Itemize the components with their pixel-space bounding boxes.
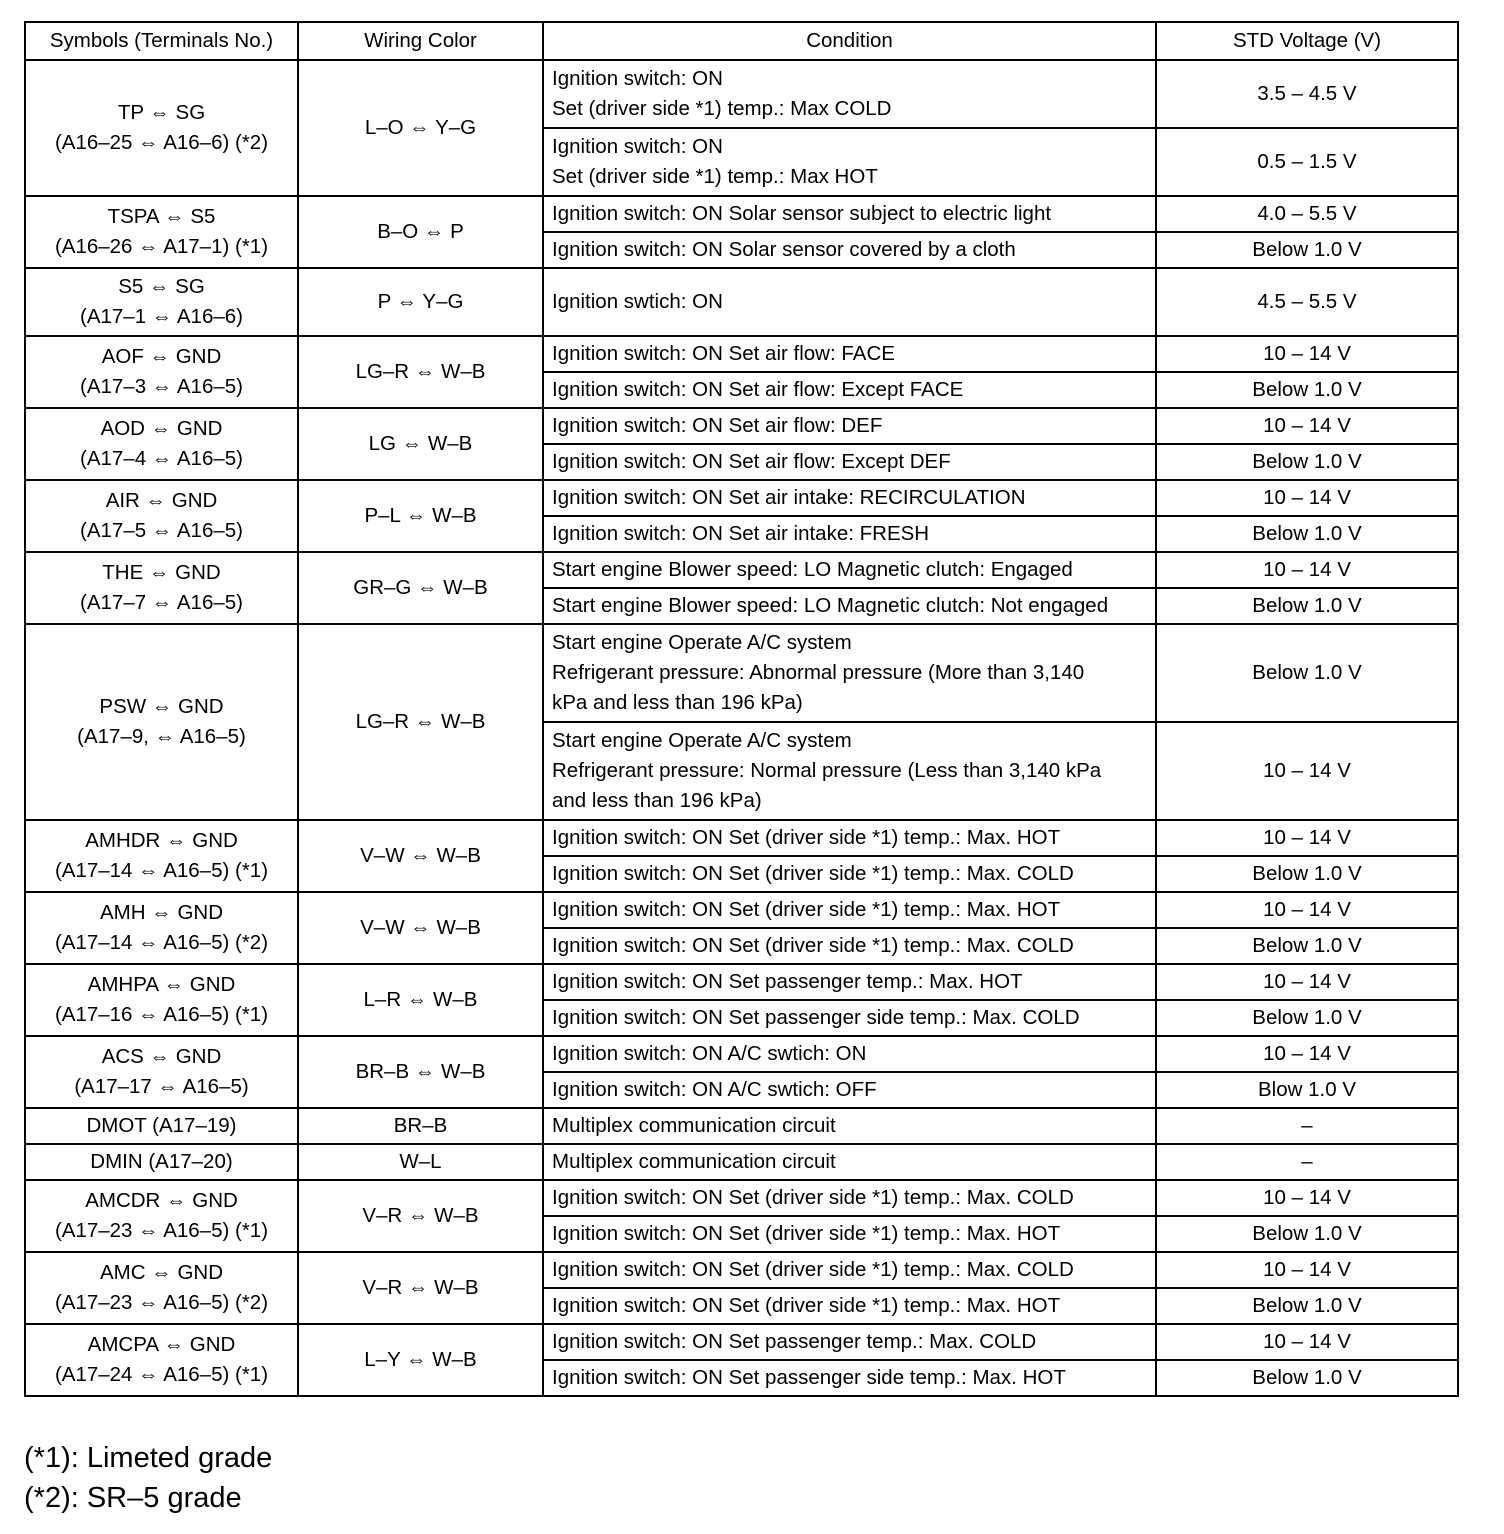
symbol-cell: [25, 1108, 298, 1144]
condition-line: Ignition switch: ON Set air flow: Except FACE: [552, 378, 964, 401]
header-std-voltage: STD Voltage (V): [1156, 22, 1458, 60]
symbol-line: (A17–24 ⇔ A16–5) (*1): [54, 1363, 269, 1386]
symbol-line: (A17–14 ⇔ A16–5) (*2): [54, 931, 269, 954]
std-voltage-cell: 10 – 14 V: [1156, 820, 1458, 856]
std-voltage-cell: Below 1.0 V: [1156, 516, 1458, 552]
condition-cell: [543, 588, 1156, 624]
condition-line: Ignition switch: ON Set (driver side *1) temp.: Max. COLD: [552, 1258, 1074, 1281]
condition-line: Ignition switch: ON A/C swtich: OFF: [552, 1078, 877, 1101]
condition-line: Ignition switch: ON Set air flow: Except DEF: [552, 450, 951, 473]
condition-cell: [543, 1036, 1156, 1072]
condition-line: Set (driver side *1) temp.: Max COLD: [552, 97, 892, 120]
std-voltage-cell: 10 – 14 V: [1156, 1180, 1458, 1216]
symbol-cell: [25, 1180, 298, 1252]
table-row: [25, 1252, 1458, 1288]
condition-cell: [543, 1180, 1156, 1216]
table-row: [25, 552, 1458, 588]
table-row: [25, 964, 1458, 1000]
footnotes: [24, 1438, 272, 1518]
std-voltage-cell: 3.5 – 4.5 V: [1156, 60, 1458, 128]
symbol-line: (A17–23 ⇔ A16–5) (*2): [54, 1291, 269, 1314]
symbol-cell: [25, 268, 298, 336]
condition-cell: [543, 232, 1156, 268]
condition-line: Ignition switch: ON Set passenger temp.: Max. HOT: [552, 970, 1023, 993]
symbol-line: (A17–23 ⇔ A16–5) (*1): [54, 1219, 269, 1242]
std-voltage-cell: 4.5 – 5.5 V: [1156, 268, 1458, 336]
condition-cell: [543, 1360, 1156, 1396]
std-voltage-cell: 10 – 14 V: [1156, 892, 1458, 928]
condition-cell: [543, 444, 1156, 480]
table-row: [25, 1324, 1458, 1360]
symbol-line: THE ⇔ GND: [102, 561, 221, 584]
condition-line: Start engine Blower speed: LO Magnetic clutch: Not engaged: [552, 594, 1109, 617]
condition-line: Ignition switch: ON Set (driver side *1) temp.: Max. HOT: [552, 826, 1061, 849]
condition-cell: [543, 1108, 1156, 1144]
symbol-line: TSPA ⇔ S5: [107, 205, 216, 228]
wiring-color-cell: BR–B: [298, 1108, 543, 1144]
condition-line: Ignition switch: ON Set air intake: RECIRCULATION: [552, 486, 1026, 509]
symbol-line: (A17–14 ⇔ A16–5) (*1): [54, 859, 269, 882]
table-row: [25, 1144, 1458, 1180]
condition-line: Ignition switch: ON Set air flow: DEF: [552, 414, 883, 437]
wiring-color-cell: BR–B ⇔ W–B: [298, 1036, 543, 1108]
condition-line: Refrigerant pressure: Normal pressure (Less than 3,140 kPa: [552, 759, 1102, 782]
condition-cell: [543, 336, 1156, 372]
symbol-line: S5 ⇔ SG: [118, 275, 205, 298]
condition-cell: [543, 928, 1156, 964]
condition-line: Ignition switch: ON Solar sensor covered by a cloth: [552, 238, 1016, 261]
symbol-line: (A17–7 ⇔ A16–5): [80, 591, 243, 614]
symbol-cell: [25, 1324, 298, 1396]
std-voltage-cell: Below 1.0 V: [1156, 1000, 1458, 1036]
symbol-line: DMOT (A17–19): [86, 1114, 237, 1137]
symbol-line: AIR ⇔ GND: [105, 489, 218, 512]
symbol-line: ACS ⇔ GND: [101, 1045, 222, 1068]
condition-line: kPa and less than 196 kPa): [552, 691, 803, 714]
std-voltage-cell: 10 – 14 V: [1156, 1252, 1458, 1288]
std-voltage-cell: Blow 1.0 V: [1156, 1072, 1458, 1108]
condition-line: Ignition switch: ON Set passenger side temp.: Max. COLD: [552, 1006, 1080, 1029]
wiring-color-cell: L–Y ⇔ W–B: [298, 1324, 543, 1396]
header-condition: Condition: [543, 22, 1156, 60]
table-row: [25, 1036, 1458, 1072]
condition-line: Ignition switch: ON: [552, 135, 723, 158]
std-voltage-cell: Below 1.0 V: [1156, 928, 1458, 964]
std-voltage-cell: 10 – 14 V: [1156, 722, 1458, 820]
symbol-line: (A17–17 ⇔ A16–5): [74, 1075, 249, 1098]
symbol-line: TP ⇔ SG: [117, 101, 206, 124]
condition-line: Ignition switch: ON Set passenger side temp.: Max. HOT: [552, 1366, 1066, 1389]
symbol-line: AMCDR ⇔ GND: [85, 1189, 238, 1212]
symbol-line: (A16–26 ⇔ A17–1) (*1): [54, 235, 269, 258]
symbol-cell: [25, 624, 298, 820]
symbol-cell: [25, 1144, 298, 1180]
symbol-cell: [25, 1252, 298, 1324]
condition-cell: [543, 1324, 1156, 1360]
condition-cell: [543, 820, 1156, 856]
condition-cell: [543, 624, 1156, 722]
symbol-cell: [25, 552, 298, 624]
terminal-voltage-table: [24, 21, 1459, 1397]
table-row: [25, 336, 1458, 372]
table-row: [25, 60, 1458, 128]
condition-cell: [543, 892, 1156, 928]
std-voltage-cell: 0.5 – 1.5 V: [1156, 128, 1458, 196]
condition-cell: [543, 372, 1156, 408]
footnote-limited-grade: (*1): Limeted grade: [24, 1442, 273, 1474]
condition-line: Set (driver side *1) temp.: Max HOT: [552, 165, 878, 188]
symbol-line: (A16–25 ⇔ A16–6) (*2): [54, 131, 269, 154]
symbol-cell: [25, 480, 298, 552]
condition-line: Ignition switch: ON Set air flow: FACE: [552, 342, 895, 365]
condition-line: Ignition switch: ON Set air intake: FRESH: [552, 522, 930, 545]
std-voltage-cell: 10 – 14 V: [1156, 480, 1458, 516]
condition-cell: [543, 1252, 1156, 1288]
symbol-cell: [25, 196, 298, 268]
symbol-cell: [25, 964, 298, 1036]
wiring-color-cell: LG ⇔ W–B: [298, 408, 543, 480]
condition-line: Ignition switch: ON Set (driver side *1) temp.: Max. COLD: [552, 862, 1074, 885]
wiring-color-cell: LG–R ⇔ W–B: [298, 624, 543, 820]
std-voltage-cell: Below 1.0 V: [1156, 1288, 1458, 1324]
condition-line: Refrigerant pressure: Abnormal pressure (More than 3,140: [552, 661, 1085, 684]
condition-cell: [543, 1072, 1156, 1108]
std-voltage-cell: 10 – 14 V: [1156, 1036, 1458, 1072]
condition-cell: [543, 964, 1156, 1000]
spec-table-container: [24, 21, 1459, 1397]
wiring-color-cell: B–O ⇔ P: [298, 196, 543, 268]
symbol-line: PSW ⇔ GND: [99, 695, 224, 718]
condition-line: Ignition switch: ON Set (driver side *1) temp.: Max. COLD: [552, 1186, 1074, 1209]
condition-cell: [543, 128, 1156, 196]
table-row: [25, 624, 1458, 722]
std-voltage-cell: –: [1156, 1144, 1458, 1180]
std-voltage-cell: Below 1.0 V: [1156, 856, 1458, 892]
symbol-line: (A17–4 ⇔ A16–5): [80, 447, 243, 470]
symbol-cell: [25, 336, 298, 408]
condition-line: Ignition switch: ON Set (driver side *1) temp.: Max. HOT: [552, 1222, 1061, 1245]
table-row: [25, 196, 1458, 232]
condition-cell: [543, 552, 1156, 588]
table-row: [25, 268, 1458, 336]
condition-line: Ignition switch: ON Solar sensor subject to electric light: [552, 202, 1052, 225]
symbol-line: AMHPA ⇔ GND: [87, 973, 236, 996]
symbol-cell: [25, 820, 298, 892]
std-voltage-cell: Below 1.0 V: [1156, 232, 1458, 268]
condition-line: Multiplex communication circuit: [552, 1114, 836, 1137]
std-voltage-cell: 10 – 14 V: [1156, 336, 1458, 372]
std-voltage-cell: Below 1.0 V: [1156, 372, 1458, 408]
symbol-line: (A17–9, ⇔ A16–5): [77, 725, 246, 748]
condition-cell: [543, 722, 1156, 820]
symbol-cell: [25, 892, 298, 964]
symbol-line: AOF ⇔ GND: [101, 345, 222, 368]
condition-line: Ignition switch: ON Set (driver side *1) temp.: Max. COLD: [552, 934, 1074, 957]
wiring-color-cell: LG–R ⇔ W–B: [298, 336, 543, 408]
table-row: [25, 480, 1458, 516]
condition-line: Ignition switch: ON Set (driver side *1) temp.: Max. HOT: [552, 1294, 1061, 1317]
std-voltage-cell: Below 1.0 V: [1156, 588, 1458, 624]
condition-cell: [543, 268, 1156, 336]
std-voltage-cell: 10 – 14 V: [1156, 408, 1458, 444]
condition-cell: [543, 480, 1156, 516]
std-voltage-cell: –: [1156, 1108, 1458, 1144]
header-wiring-color: Wiring Color: [298, 22, 543, 60]
table-row: [25, 1180, 1458, 1216]
table-row: [25, 820, 1458, 856]
condition-line: Start engine Blower speed: LO Magnetic clutch: Engaged: [552, 558, 1073, 581]
std-voltage-cell: 10 – 14 V: [1156, 1324, 1458, 1360]
symbol-line: AOD ⇔ GND: [100, 417, 223, 440]
condition-line: Ignition switch: ON Set (driver side *1) temp.: Max. HOT: [552, 898, 1061, 921]
condition-line: Start engine Operate A/C system: [552, 631, 852, 654]
std-voltage-cell: Below 1.0 V: [1156, 1360, 1458, 1396]
symbol-line: (A17–1 ⇔ A16–6): [80, 305, 243, 328]
wiring-color-cell: V–R ⇔ W–B: [298, 1180, 543, 1252]
condition-cell: [543, 1216, 1156, 1252]
table-row: [25, 1108, 1458, 1144]
condition-cell: [543, 60, 1156, 128]
wiring-color-cell: L–R ⇔ W–B: [298, 964, 543, 1036]
condition-cell: [543, 1144, 1156, 1180]
symbol-line: (A17–5 ⇔ A16–5): [80, 519, 243, 542]
wiring-color-cell: GR–G ⇔ W–B: [298, 552, 543, 624]
footnote-sr5-grade: (*2): SR–5 grade: [24, 1482, 242, 1514]
symbol-line: (A17–16 ⇔ A16–5) (*1): [54, 1003, 269, 1026]
symbol-line: (A17–3 ⇔ A16–5): [80, 375, 243, 398]
table-header-row: [25, 22, 1458, 60]
symbol-cell: [25, 1036, 298, 1108]
table-row: [25, 408, 1458, 444]
wiring-color-cell: V–W ⇔ W–B: [298, 892, 543, 964]
condition-line: Ignition switch: ON: [552, 67, 723, 90]
std-voltage-cell: Below 1.0 V: [1156, 1216, 1458, 1252]
std-voltage-cell: Below 1.0 V: [1156, 444, 1458, 480]
symbol-cell: [25, 408, 298, 480]
condition-line: Multiplex communication circuit: [552, 1150, 836, 1173]
std-voltage-cell: 4.0 – 5.5 V: [1156, 196, 1458, 232]
condition-cell: [543, 196, 1156, 232]
wiring-color-cell: P ⇔ Y–G: [298, 268, 543, 336]
wiring-color-cell: P–L ⇔ W–B: [298, 480, 543, 552]
symbol-line: AMHDR ⇔ GND: [85, 829, 238, 852]
condition-line: Ignition switch: ON A/C swtich: ON: [552, 1042, 867, 1065]
std-voltage-cell: 10 – 14 V: [1156, 964, 1458, 1000]
table-row: [25, 892, 1458, 928]
condition-line: Start engine Operate A/C system: [552, 729, 852, 752]
condition-cell: [543, 408, 1156, 444]
condition-cell: [543, 856, 1156, 892]
symbol-line: AMH ⇔ GND: [100, 901, 223, 924]
condition-cell: [543, 516, 1156, 552]
condition-line: and less than 196 kPa): [552, 789, 762, 812]
condition-line: Ignition switch: ON Set passenger temp.: Max. COLD: [552, 1330, 1037, 1353]
condition-cell: [543, 1000, 1156, 1036]
header-symbols: Symbols (Terminals No.): [25, 22, 298, 60]
wiring-color-cell: L–O ⇔ Y–G: [298, 60, 543, 196]
std-voltage-cell: Below 1.0 V: [1156, 624, 1458, 722]
condition-line: Ignition swtich: ON: [552, 290, 723, 313]
std-voltage-cell: 10 – 14 V: [1156, 552, 1458, 588]
symbol-line: AMC ⇔ GND: [100, 1261, 223, 1284]
symbol-cell: [25, 60, 298, 196]
symbol-line: AMCPA ⇔ GND: [87, 1333, 236, 1356]
table-body: [25, 60, 1458, 1396]
wiring-color-cell: V–W ⇔ W–B: [298, 820, 543, 892]
symbol-line: DMIN (A17–20): [90, 1150, 233, 1173]
condition-cell: [543, 1288, 1156, 1324]
wiring-color-cell: W–L: [298, 1144, 543, 1180]
wiring-color-cell: V–R ⇔ W–B: [298, 1252, 543, 1324]
